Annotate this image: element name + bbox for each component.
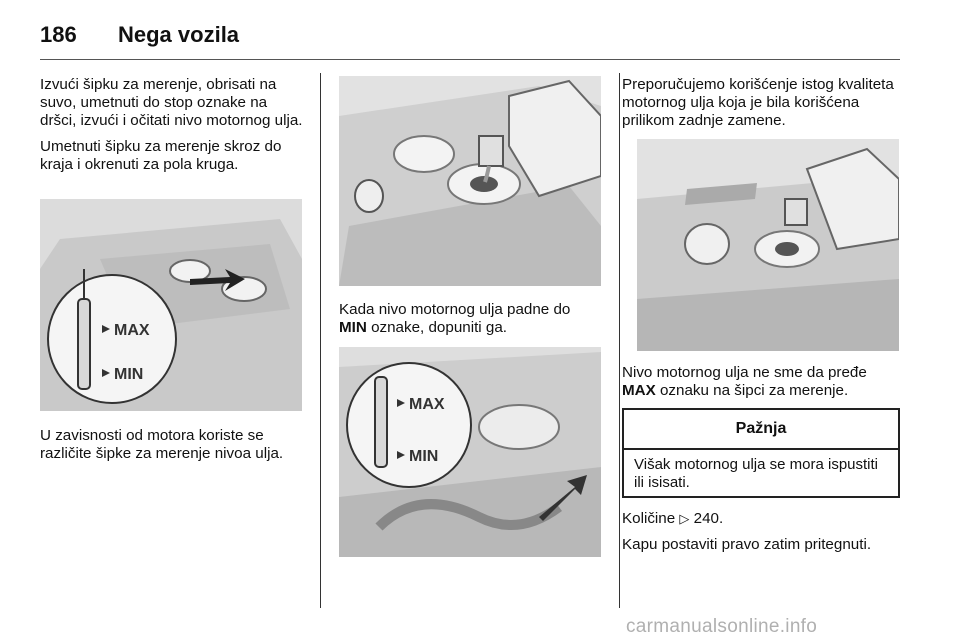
illustration-pouring-oil-2 [637,139,899,351]
paragraph-different-dipsticks: U zavisnosti od motora koriste se različite šipke za merenje nivoa ulja. [40,427,284,462]
quantities-label: Količine [622,510,676,527]
paragraph-insert-dipstick: Umetnuti šipku za merenje skroz do kraja i okrenuti za pola kruga. [40,138,282,173]
figure2-min-label: MIN [409,448,439,465]
paragraph-oil-quality: Preporučujemo korišćenje istog kvaliteta motornog ulja koja je bila korišćena prilikom zadnje zamene. [622,76,894,129]
paragraph-max-warning [622,364,900,400]
max-warning-suffix: oznaku na šipci za merenje. [655,382,849,399]
max-warning-bold: MAX [622,382,656,399]
figure1-max-label: MAX [114,322,150,339]
paragraph-cap-instructions: Kapu postaviti pravo zatim pritegnuti. [622,536,872,553]
illustration-dipstick-location [339,347,601,557]
paragraph-dipstick-instructions: Izvući šipku za merenje, obrisati na suvo, umetnuti do stop oznake na dršci, izvući i očitati nivo motornog ulja. [40,76,303,129]
notice-box [622,408,900,498]
min-refill-suffix: oznake, dopuniti ga. [366,319,508,336]
paragraph-min-refill [339,301,609,337]
chapter-title: Nega vozila [118,22,240,47]
column-right-bottom [622,510,900,562]
watermark: carmanualsonline.info [626,616,818,637]
column-left [40,76,305,182]
illustration-pouring-oil-1 [339,76,601,286]
page-number: 186 [40,22,77,47]
page-header [40,18,900,58]
reference-arrow-icon: ▷ [679,511,690,526]
column-divider-2 [619,73,620,608]
illustration-dipstick-engine [40,199,302,411]
figure1-min-label: MIN [114,366,144,383]
notice-title: Pažnja [624,410,898,450]
min-refill-prefix: Kada nivo motornog ulja padne do [339,301,571,318]
max-warning-prefix: Nivo motornog ulja ne sme da pređe [622,364,867,381]
paragraph-quantities-ref [622,510,900,528]
header-divider [40,59,900,60]
column-right [622,76,897,138]
min-refill-bold: MIN [339,319,367,336]
quantities-page-link[interactable]: 240. [693,510,724,527]
column-left-lower [40,427,310,471]
column-right-middle [622,364,900,408]
notice-body: Višak motornog ulja se mora ispustiti ili isisati. [634,456,878,491]
column-divider-1 [320,73,321,608]
figure2-max-label: MAX [409,396,445,413]
column-middle-text [339,301,609,345]
